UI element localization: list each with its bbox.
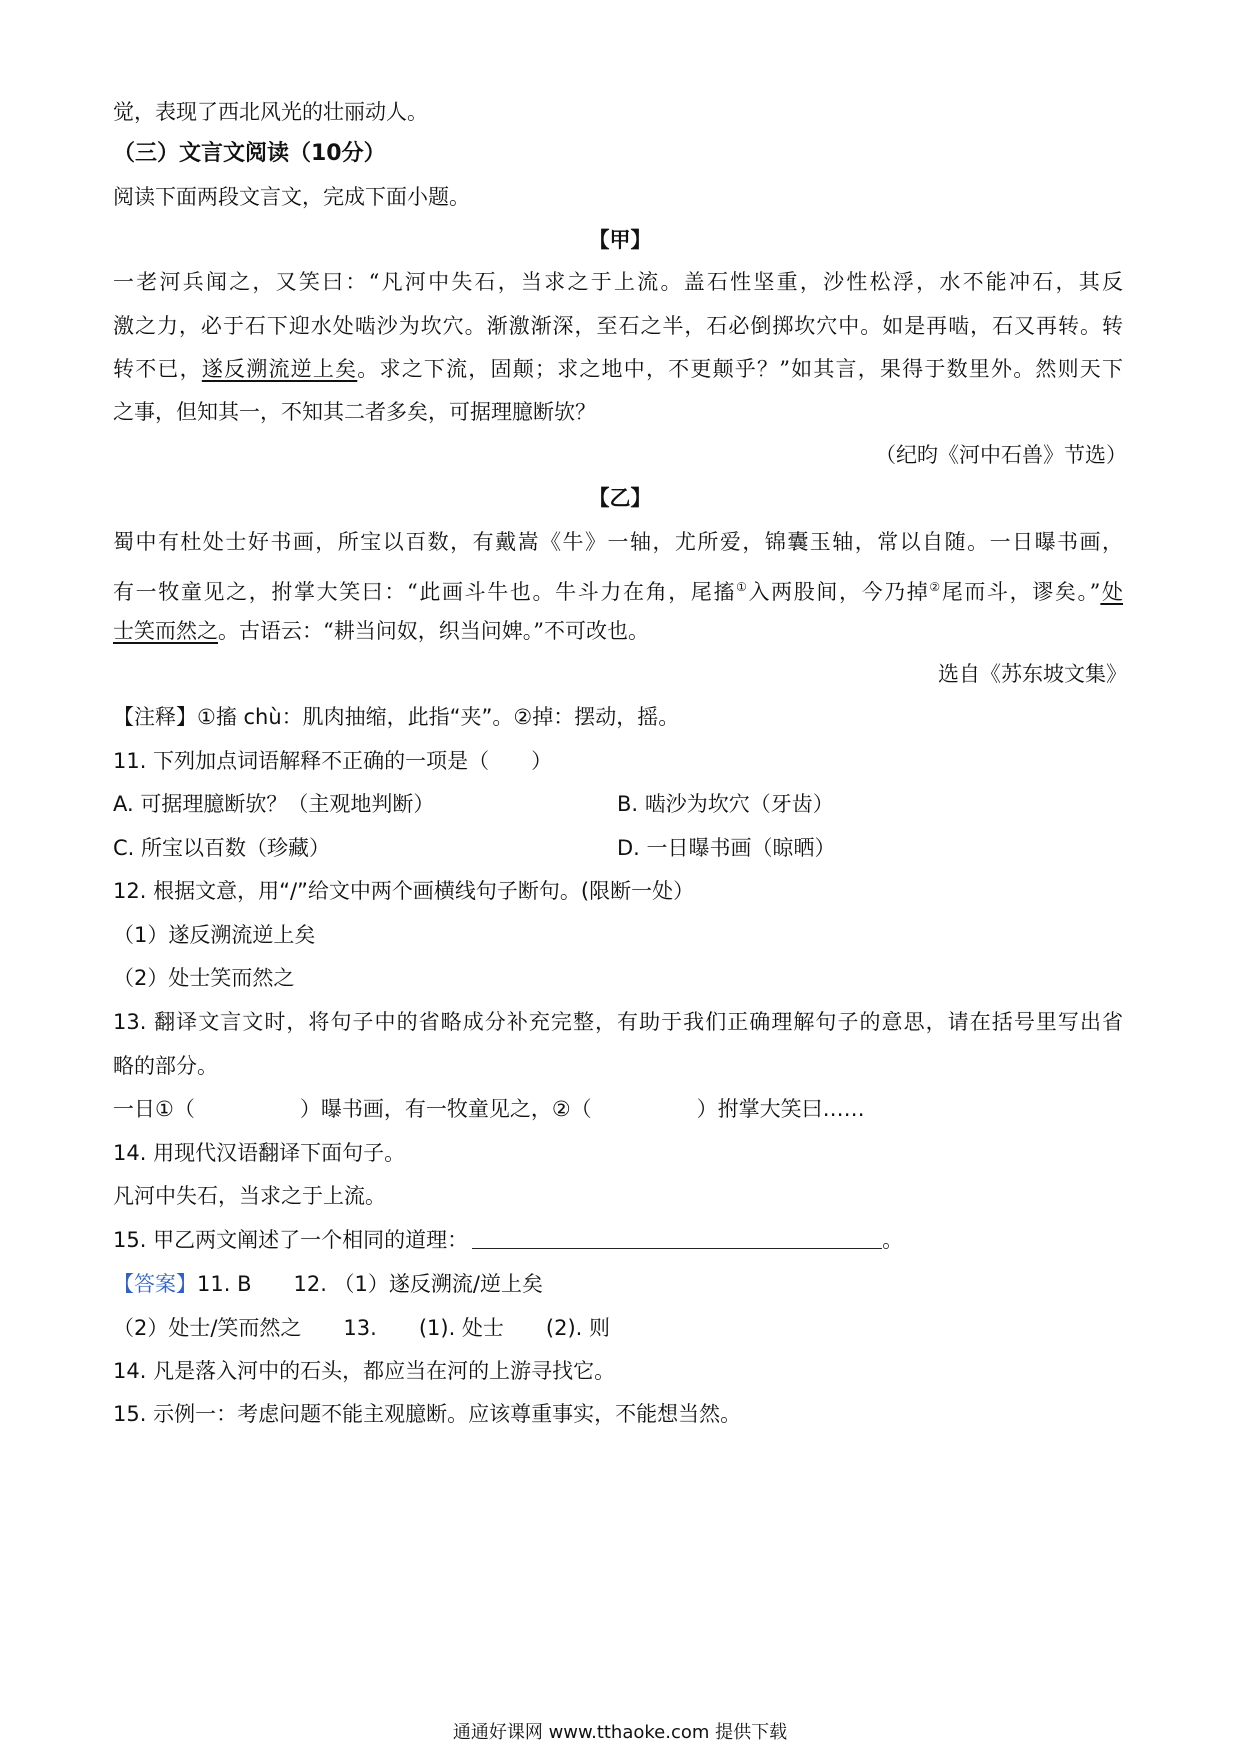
passage-a-text: 转不已， (113, 357, 202, 381)
section-title: （三）文言文阅读（10分） (113, 141, 386, 166)
text-line: 觉，表现了西北风光的壮丽动人。 (113, 100, 428, 124)
option-d: D. 一日曝书画（晾晒） (617, 836, 836, 860)
passage-a-text: 。求之下流，固颠；求之地中，不更颠乎？”如其言，果得于数里外。然则天下 (357, 357, 1124, 381)
passage-a-heading: 【甲】 (588, 228, 652, 252)
instruction-line: 阅读下面两段文言文，完成下面小题。 (113, 185, 470, 209)
underlined-sentence-2: 士笑而然之 (113, 619, 218, 643)
option-b: B. 啮沙为坎穴（牙齿） (617, 792, 834, 816)
underlined-sentence-2: 处 (1100, 580, 1124, 604)
question-13: 13. 翻译文言文时，将句子中的省略成分补充完整，有助于我们正确理解句子的意思，请在括号里写出省 (113, 1010, 1123, 1034)
question-12: 12. 根据文意，用“/”给文中两个画横线句子断句。(限断一处） (113, 879, 695, 903)
passage-b-heading: 【乙】 (588, 486, 652, 510)
question-12-item-1: （1）遂反溯流逆上矣 (113, 923, 316, 947)
annotation-note: 【注释】①搐 chù：肌肉抽缩，此指“夹”。②掉：摆动，摇。 (113, 705, 680, 729)
passage-b-line (113, 617, 649, 645)
passage-a-line: 激之力，必于石下迎水处啮沙为坎穴。渐激渐深，至石之半，石必倒掷坎穴中。如是再啮，石又再转。转 (113, 314, 1123, 338)
question-12-item-2: （2）处士笑而然之 (113, 966, 295, 990)
footnote-marker: ② (929, 580, 942, 594)
passage-b-line (113, 573, 1123, 606)
question-11: 11. 下列加点词语解释不正确的一项是（ ） (113, 749, 553, 773)
question-14-sentence: 凡河中失石，当求之于上流。 (113, 1184, 386, 1208)
passage-b-text: 有一牧童见之，拊掌大笑曰：“此画斗牛也。牛斗力在角，尾搐 (113, 580, 737, 604)
passage-a-line: 一老河兵闻之，又笑曰：“凡河中失石，当求之于上流。盖石性坚重，沙性松浮，水不能冲石，其反 (113, 270, 1123, 294)
option-c: C. 所宝以百数（珍藏） (113, 836, 331, 860)
question-15-text: 15. 甲乙两文阐述了一个相同的道理： (113, 1228, 469, 1252)
passage-a-line (113, 355, 1123, 383)
answer-line-4: 15. 示例一：考虑问题不能主观臆断。应该尊重事实，不能想当然。 (113, 1402, 742, 1426)
answer-label: 【答案】 (113, 1272, 197, 1296)
question-13-cont: 略的部分。 (113, 1054, 218, 1078)
question-15-end: 。 (882, 1228, 904, 1252)
question-13-sentence: 一日①（ ）曝书画，有一牧童见之，②（ ）拊掌大笑曰…… (113, 1097, 865, 1121)
passage-b-text: 。古语云：“耕当问奴，织当问婢。”不可改也。 (218, 619, 649, 643)
passage-a-source: （纪昀《河中石兽》节选） (875, 443, 1127, 467)
answer-line-3: 14. 凡是落入河中的石头，都应当在河的上游寻找它。 (113, 1359, 616, 1383)
answer-line-2: （2）处士/笑而然之 13. (1). 处士 (2). 则 (113, 1316, 611, 1340)
question-15 (113, 1226, 903, 1254)
answer-blank[interactable] (472, 1226, 882, 1249)
passage-b-text: 尾而斗，谬矣。” (941, 580, 1101, 604)
passage-b-text: 入两股间，今乃掉 (748, 580, 930, 604)
passage-a-line: 之事，但知其一，不知其二者多矣，可据理臆断欤？ (113, 400, 596, 424)
footnote-marker: ① (736, 580, 749, 594)
question-14: 14. 用现代汉语翻译下面句子。 (113, 1141, 406, 1165)
passage-b-source: 选自《苏东坡文集》 (938, 662, 1127, 686)
option-a: A. 可据理臆断欤？（主观地判断） (113, 792, 435, 816)
page-footer: 通通好课网 www.tthaoke.com 提供下载 (452, 1722, 788, 1743)
answer-line-1 (113, 1270, 543, 1298)
underlined-sentence-1: 遂反溯流逆上矣 (201, 357, 358, 381)
passage-b-line: 蜀中有杜处士好书画，所宝以百数，有戴嵩《牛》一轴，尤所爱，锦囊玉轴，常以自随。一日曝书画， (113, 530, 1123, 554)
answer-text: 11. B 12. （1）遂反溯流/逆上矣 (197, 1272, 543, 1296)
